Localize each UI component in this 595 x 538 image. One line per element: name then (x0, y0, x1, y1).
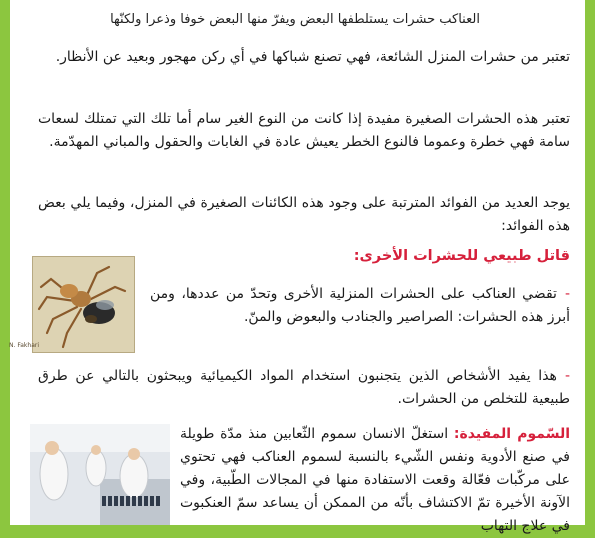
paragraph-2: تعتبر هذه الحشرات الصغيرة مفيدة إذا كانت من النوع الغير سام أما تلك التي تمتلك لسعات سامة فهي خطرة وعموما فالنوع الخطر يعيش عادة في الغابات والحقول والمباني المهدّمة. (38, 111, 570, 150)
spider-image (9, 256, 135, 353)
laboratory-image (30, 424, 170, 525)
image-caption: N. Fakhari (9, 342, 39, 349)
paragraph-1: تعتبر من حشرات المنزل الشائعة، فهي تصنع شباكها في أي ركن مهجور وبعيد عن الأنظار. (55, 49, 570, 65)
section-heading-natural-killer: قاتل طبيعي للحشرات الأخرى: (353, 248, 570, 264)
bullet-1-text: تقضي العناكب على الحشرات المنزلية الأخرى وتحدّ من عددها، ومن أبرز هذه الحشرات: الصراصير والجنادب والبعوض والمنّ. (150, 286, 570, 325)
intro-line: العناكب حشرات يستلطفها البعض ويفرّ منها البعض خوفا وذعرا ولكنّها (110, 12, 480, 27)
section-2-text: استغلّ الانسان سموم الثّعابين منذ مدّة طويلة في صنع الأدوية ونفس الشّيء بالنسبة لسموم العناكب فهي تحتوي على مركّبات فعّالة وقعت الاستفادة منها في المجالات الطّبية، وفي الآونة الأخيرة تمّ الاكتشاف بأنّه من الممكن أن يساعد سمّ العنكبوت في علاج التهاب (180, 426, 570, 534)
section-2-paragraph (180, 423, 570, 538)
bullet-1 (150, 283, 570, 329)
section-heading-useful-venoms: السّموم المفيدة: (453, 426, 570, 442)
document-page (9, 0, 585, 534)
bullet-dash: - (564, 286, 570, 302)
laboratory-illustration (30, 424, 170, 525)
bullet-dash: - (564, 368, 570, 384)
spider-illustration (9, 257, 134, 352)
paragraph-3: يوجد العديد من الفوائد المترتبة على وجود هذه الكائنات الصغيرة في المنزل، وفيما يلي بعض هذه الفوائد: (38, 195, 570, 234)
bullet-2 (38, 365, 570, 411)
bullet-2-text: هذا يفيد الأشخاص الذين يتجنبون استخدام المواد الكيميائية ويبحثون بالتالي عن طرق طبيعية للتخلص من الحشرات. (38, 368, 570, 407)
